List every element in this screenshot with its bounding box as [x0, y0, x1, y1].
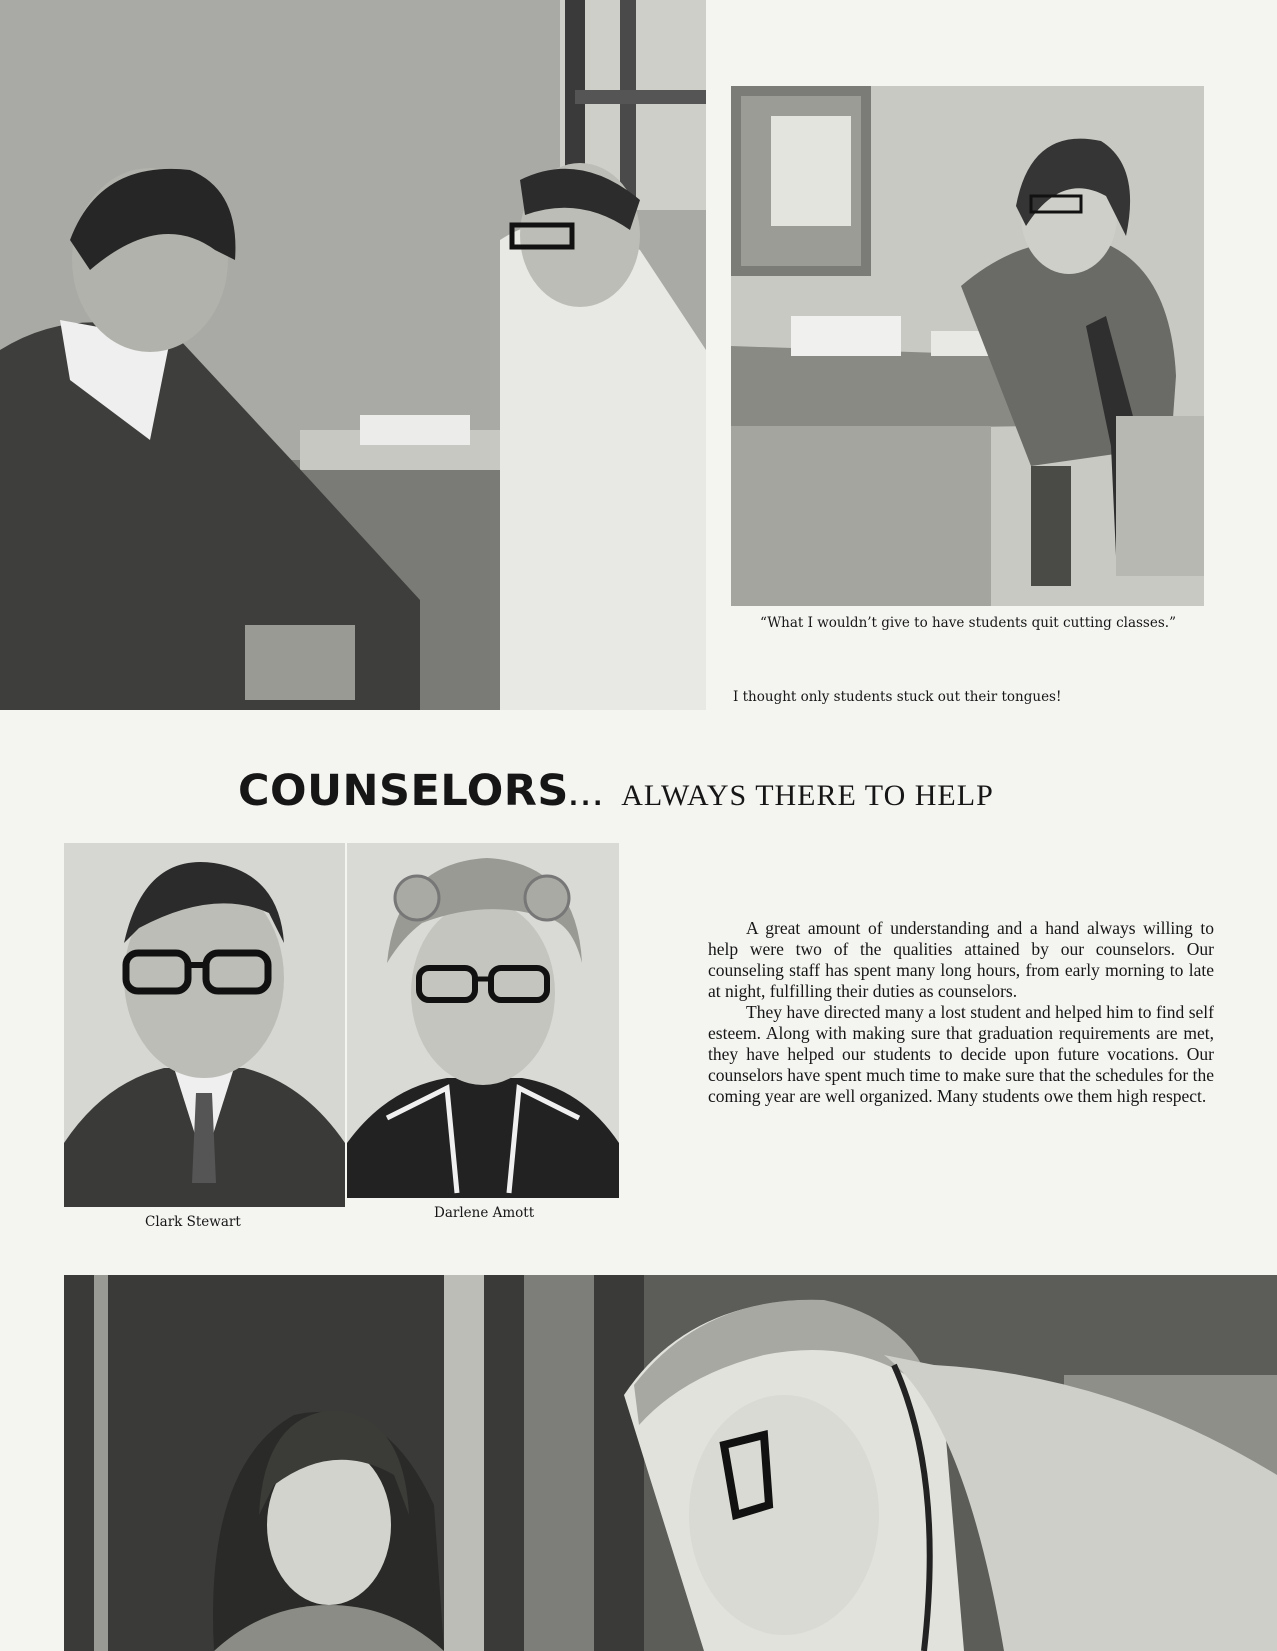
caption-darlene-amott: Darlene Amott	[434, 1205, 535, 1221]
photo-student-counselor-desk	[0, 0, 706, 710]
page-headline	[238, 766, 994, 816]
caption-tongues: I thought only students stuck out their tongues!	[733, 689, 1062, 705]
caption-clark-stewart: Clark Stewart	[145, 1214, 241, 1230]
photo-counselor-writing	[731, 86, 1204, 606]
article-paragraph-2: They have directed many a lost student and helped him to find self esteem. Along with making sure that graduation requirements are met, they have helped our students to decide upon future vocations. Our counselors have spent much time to make sure that the schedules for the coming year are well organized. Many students owe them high respect.	[708, 1002, 1214, 1106]
portrait-darlene-amott	[347, 843, 619, 1198]
photo-student-and-counselor	[64, 1275, 1277, 1651]
headline-subtitle: ALWAYS THERE TO HELP	[621, 779, 994, 812]
article-body	[708, 918, 1214, 1107]
article-paragraph-1: A great amount of understanding and a hand always willing to help were two of the qualities attained by our counselors. Our counseling staff has spent many long hours, from early morning to late at night, fulfilling their duties as counselors.	[708, 918, 1214, 1001]
headline-title: COUNSELORS	[238, 766, 569, 816]
headline-ellipsis: ...	[568, 783, 606, 811]
caption-cutting-classes: “What I wouldn’t give to have students quit cutting classes.”	[760, 615, 1176, 631]
portrait-clark-stewart	[64, 843, 345, 1207]
